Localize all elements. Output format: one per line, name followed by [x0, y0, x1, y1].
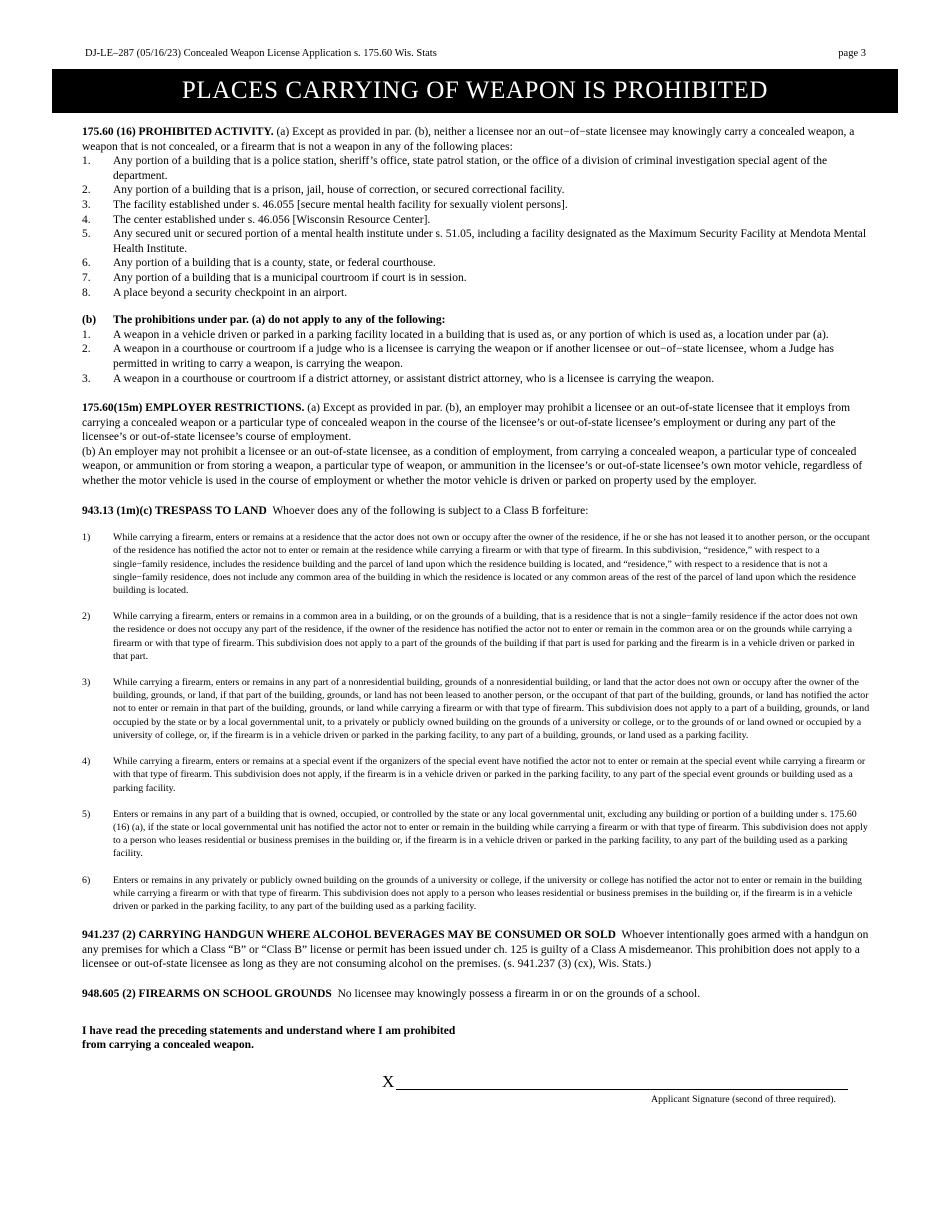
list-item [82, 198, 870, 213]
list-item-marker: 2) [82, 611, 91, 623]
alcohol-premises-heading: 941.237 (2) CARRYING HANDGUN WHERE ALCOHOL BEVERAGES MAY BE CONSUMED OR SOLD [82, 929, 616, 942]
list-item-text: While carrying a firearm, enters or remains at a special event if the organizers of the special event have notified the actor not to enter or remain at the special event while carrying a firearm or with that type of firearm. This subdivision does not apply, if the firearm is in a vehicle driven or parked in the parking facility, to any part of the special event grounds or building used as a parking facility. [113, 756, 866, 794]
signature-x-mark: X [382, 1071, 395, 1091]
trespass-intro: Whoever does any of the following is subject to a Class B forfeiture: [272, 504, 589, 517]
alcohol-premises-text: Whoever intentionally goes armed with a handgun on any premises for which a Class “B” or “Class B” license or permit has been issued under ch. 125 is guilty of a Class A misdemeanor. This prohibition does not apply to a licensee or out-of-state licensee as long as they are not consuming alcohol on the premises. (s. 941.237 (3) (cx), Wis. Stats.) [82, 929, 869, 971]
list-item [82, 342, 870, 371]
section-banner [52, 69, 898, 113]
list-item [82, 610, 870, 663]
page-header [85, 48, 866, 59]
alcohol-premises-section [82, 928, 870, 972]
prohibited-activity-heading: 175.60 (16) PROHIBITED ACTIVITY. [82, 126, 274, 138]
list-item-text: Any portion of a building that is a municipal courtroom if court is in session. [113, 271, 467, 284]
list-item-marker: 5) [82, 808, 91, 820]
list-item-text: A weapon in a courthouse or courtroom if a district attorney, or assistant district attorney, who is a licensee is carrying the weapon. [113, 372, 715, 385]
list-item [82, 808, 870, 861]
exceptions-heading: The prohibitions under par. (a) do not apply to any of the following: [113, 314, 446, 327]
list-item-text: The facility established under s. 46.055 [secure mental health facility for sexually violent persons]. [113, 198, 568, 211]
list-item-marker: 1) [82, 532, 91, 544]
list-item [82, 372, 870, 387]
list-item [82, 676, 870, 742]
list-item [82, 227, 870, 256]
list-item-marker: 2. [82, 343, 91, 356]
document-body [82, 125, 870, 1107]
employer-restrictions-paragraph-a [82, 401, 870, 445]
page-number: page 3 [838, 48, 866, 59]
list-item-text: Any portion of a building that is a police station, sheriff’s office, state patrol station, or the office of a division of criminal investigation special agent of the department. [113, 155, 828, 182]
list-item [82, 183, 870, 198]
list-item [82, 328, 870, 343]
list-item-text: Enters or remains in any privately or publicly owned building on the grounds of a university or college, if the university or college has notified the actor not to enter or remain in the building while carrying a firearm or with that type of firearm. This subdivision does not apply to a person who leases residential or business premises in the building or, if the firearm is in a vehicle driven or parked in the parking facility, to any part of the building used as a parking facility. [113, 874, 862, 912]
list-item-marker: 4) [82, 756, 91, 768]
list-item-marker: 8. [82, 286, 91, 299]
list-item-text: A place beyond a security checkpoint in an airport. [113, 286, 348, 299]
list-item [82, 286, 870, 301]
list-item-text: While carrying a firearm, enters or remains at a residence that the actor does not own or occupy after the owner of the residence, if he or she has not leased it to another person, or the occupant of the residence has notified the actor not to enter or remain at the residence while carrying a firearm or with that type of firearm. In this subdivision, “residence,” with respect to a single−family residence, includes the residence building and the parcel of land upon which the residence building is located, and “residence,” with respect to a residence that is not a single−family residence, does not include any common area of the building in which the residence is located or any common areas of the rest of the parcel of land upon which the residence building is located. [113, 532, 870, 597]
applicant-signature-line[interactable] [396, 1076, 848, 1090]
school-grounds-text: No licensee may knowingly possess a firearm in or on the grounds of a school. [337, 987, 701, 1000]
trespass-section [82, 504, 870, 913]
list-item [82, 256, 870, 271]
school-grounds-paragraph [82, 987, 870, 1002]
list-item-marker: 4. [82, 213, 91, 226]
school-grounds-section [82, 987, 870, 1002]
list-item-marker: 6) [82, 874, 91, 886]
school-grounds-heading: 948.605 (2) FIREARMS ON SCHOOL GROUNDS [82, 987, 332, 1000]
signature-caption: Applicant Signature (second of three required). [651, 1093, 836, 1105]
list-item-text: Any secured unit or secured portion of a mental health institute under s. 51.05, including a facility designated as the Maximum Security Facility at Mendota Mental Health Institute. [113, 228, 867, 255]
list-item-text: The center established under s. 46.056 [Wisconsin Resource Center]. [113, 213, 431, 226]
employer-restrictions-text-a: (a) Except as provided in par. (b), an employer may prohibit a licensee or an out-of-state licensee that it employs from carrying a concealed weapon or a particular type of concealed weapon in the course of the licensee’s or out-of-state licensee’s employment or during any part of the licensee’s or out-of-state licensee’s course of employment. [82, 402, 851, 444]
list-item-marker: 1. [82, 328, 91, 341]
exceptions-section [82, 313, 870, 386]
employer-restrictions-section [82, 401, 870, 489]
employer-restrictions-heading: 175.60(15m) EMPLOYER RESTRICTIONS. [82, 402, 305, 415]
trespass-heading: 943.13 (1m)(c) TRESPASS TO LAND [82, 504, 267, 517]
trespass-heading-row [82, 504, 870, 519]
list-item [82, 154, 870, 183]
employer-restrictions-paragraph-b [82, 445, 870, 489]
list-item-marker: 6. [82, 257, 91, 270]
list-item [82, 213, 870, 228]
employer-restrictions-text-b: (b) An employer may not prohibit a licensee or an out-of-state licensee, as a condition of employment, from carrying a concealed weapon, a particular type of concealed weapon, or ammunition or from storing a weapon, a particular type of weapon, or ammunition in the licensee’s or out-of-state licensee’s own motor vehicle, regardless of whether the motor vehicle is used in the course of employment or whether the motor vehicle is driven or parked on property used by the employer. [82, 445, 863, 488]
list-item-text: Any portion of a building that is a county, state, or federal courthouse. [113, 257, 436, 270]
list-item-marker: 3. [82, 372, 91, 385]
list-item-text: Any portion of a building that is a prison, jail, house of correction, or secured correctional facility. [113, 184, 565, 197]
prohibited-activity-intro: (a) Except as provided in par. (b), neither a licensee nor an out−of−state licensee may knowingly carry a concealed weapon, a weapon that is not concealed, or a firearm that is not a weapon in any of the following places: [82, 126, 855, 153]
trespass-list [82, 531, 870, 913]
list-item-marker: 2. [82, 184, 91, 197]
list-item-marker: 3) [82, 677, 91, 689]
alcohol-premises-paragraph [82, 928, 870, 972]
exceptions-marker: (b) [82, 314, 97, 327]
list-item [82, 271, 870, 286]
list-item-text: A weapon in a courthouse or courtroom if a judge who is a licensee is carrying the weapon or if another licensee or out−of−state licensee, whom a Judge has permitted in writing to carry a weapon, is carrying the weapon. [113, 343, 834, 370]
list-item-text: While carrying a firearm, enters or remains in any part of a nonresidential building, grounds of a nonresidential building, or land that the actor does not own or occupy after the owner of the building, grounds, or land, if that part of the building, grounds, or land has not been leased to another person, or the occupant of that part of the building, grounds, or land has notified the actor not to enter or remain in that part of the building, grounds, or land while carrying a firearm or with that type of firearm. This subdivision does not apply to a part of a building, grounds, or land occupied by the state or by a local governmental unit, to a privately or publicly owned building on the grounds of a university or college, or to the grounds of or land owned or occupied by a university of college, or, if the firearm is in a vehicle driven or parked in the parking facility, to any part of a building, grounds, or land used as a parking facility. [113, 677, 870, 741]
list-item-text: While carrying a firearm, enters or remains in a common area in a building, or on the grounds of a building, that is a residence that is not a single−family residence if the actor does not own the residence or does not occupy any part of the residence, if the owner of the residence has notified the actor not to enter or remain in the common area or on the grounds while carrying a firearm or with that type of firearm. This subdivision does not apply to a part of the grounds of the building if that part is used for parking and the firearm is in a vehicle driven or parked in that part. [113, 611, 858, 662]
list-item-marker: 7. [82, 271, 91, 284]
list-item [82, 755, 870, 795]
exceptions-heading-row [82, 313, 870, 328]
prohibited-activity-paragraph [82, 125, 870, 154]
list-item-text: A weapon in a vehicle driven or parked in a parking facility located in a building that is used as, or any portion of which is used as, a location under par (a). [113, 328, 829, 341]
list-item-text: Enters or remains in any part of a building that is owned, occupied, or controlled by the state or any local governmental unit, excluding any building or portion of a building under s. 175.60 (16) (a), if the state or local governmental unit has notified the actor not to enter or remain in the building while carrying a firearm or with that type of firearm. This subdivision does not apply to a person who leases residential or business premises in the building or, if the firearm is in a vehicle driven or parked in the parking facility, to any part of the building used as a parking facility. [113, 808, 868, 860]
list-item [82, 874, 870, 914]
signature-area [382, 1073, 848, 1090]
banner-title: PLACES CARRYING OF WEAPON IS PROHIBITED [181, 77, 769, 104]
list-item-marker: 1. [82, 155, 91, 168]
list-item [82, 531, 870, 597]
list-item-marker: 3. [82, 198, 91, 211]
acknowledgement-statement: I have read the preceding statements and understand where I am prohibited from carrying a concealed weapon. [82, 1024, 456, 1052]
form-identifier: DJ-LE–287 (05/16/23) Concealed Weapon License Application s. 175.60 Wis. Stats [85, 48, 437, 59]
prohibited-activity-list [82, 154, 870, 300]
list-item-marker: 5. [82, 228, 91, 241]
